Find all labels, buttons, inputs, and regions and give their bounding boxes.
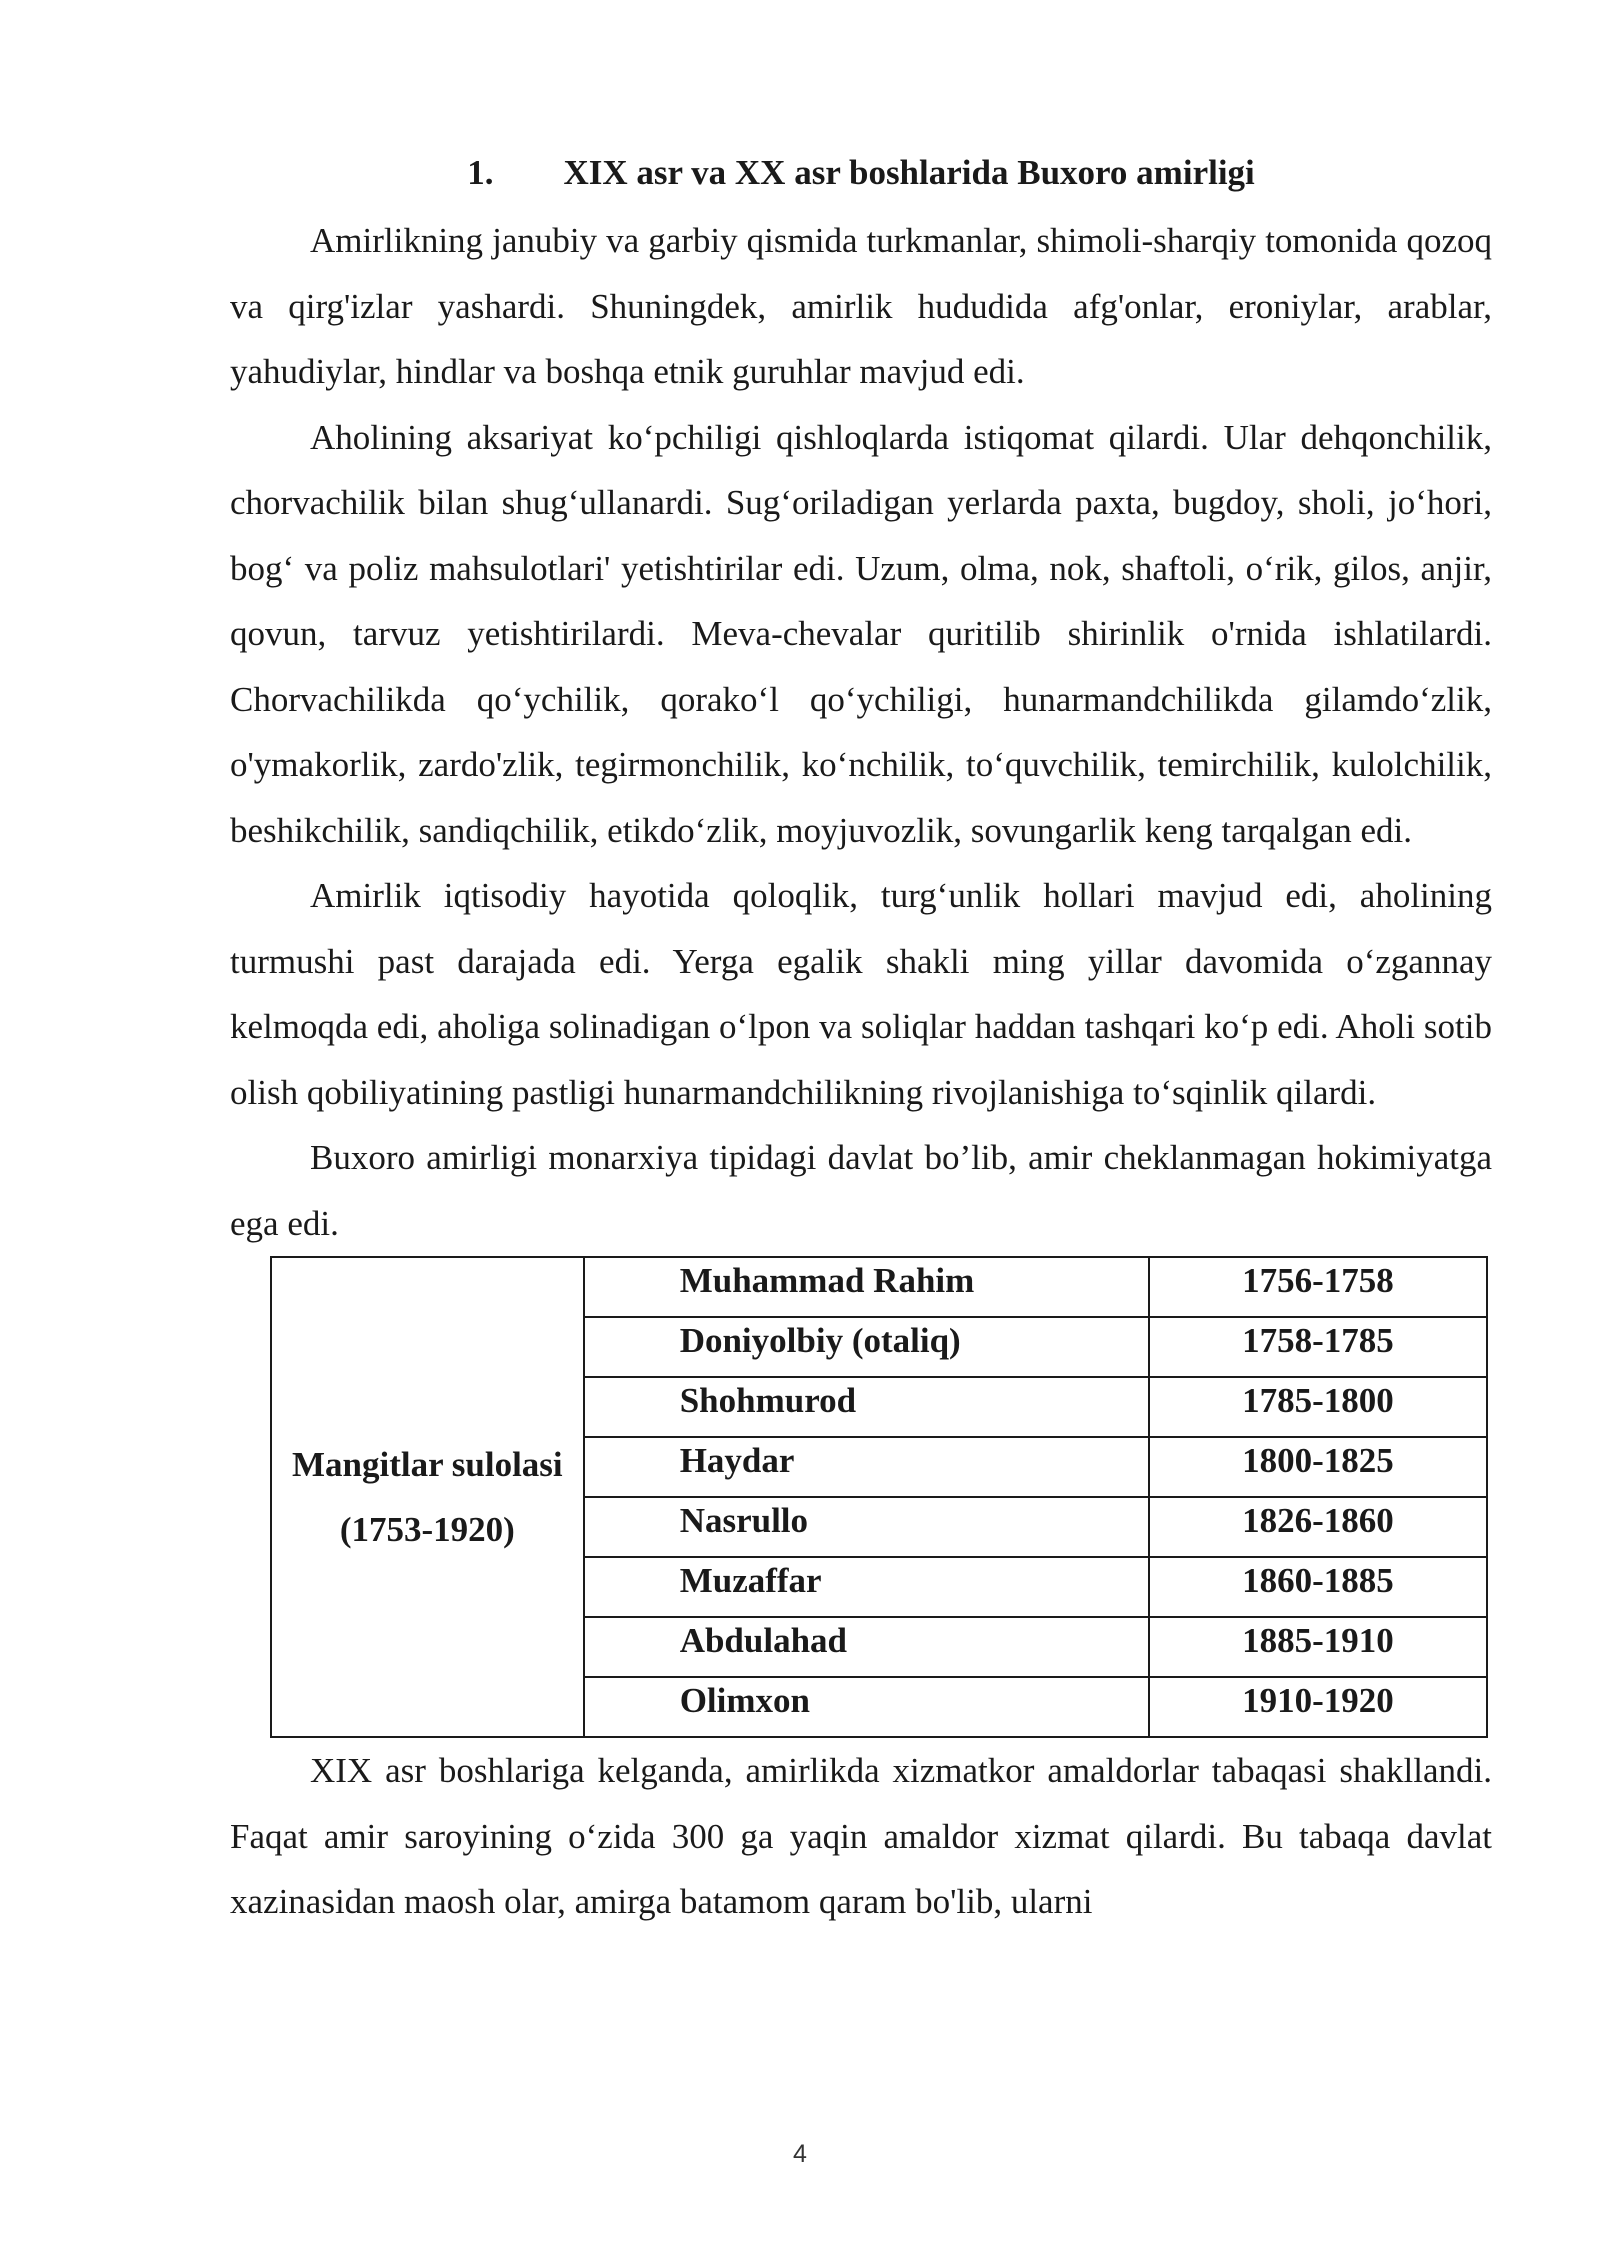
ruler-cell: Nasrullo	[584, 1497, 1149, 1557]
ruler-cell: Haydar	[584, 1437, 1149, 1497]
paragraph-ethnic-groups: Amirlikning janubiy va garbiy qismida turkmanlar, shimoli-sharqiy tomonida qozoq va qirg'izlar yashardi. Shuningdek, amirlik hududida afg'onlar, eroniylar, arablar, yahudiylar, hindlar va boshqa etnik guruhlar mavjud edi.	[230, 221, 1492, 391]
dynasty-name-cell: Mangitlar sulolasi (1753-1920)	[271, 1257, 584, 1737]
years-cell: 1756-1758	[1149, 1257, 1487, 1317]
paragraph-economy: Amirlik iqtisodiy hayotida qoloqlik, turg‘unlik hollari mavjud edi, aholining turmushi past darajada edi. Yerga egalik shakli ming yillar davomida o‘zgannay kelmoqda edi, aholiga solinadigan o‘lpon va soliqlar haddan tashqari ko‘p edi. Aholi sotib olish qobiliyatining pastligi hunarmandchilikning rivojlanishiga to‘sqinlik qilardi.	[230, 876, 1492, 1112]
years-cell: 1826-1860	[1149, 1497, 1487, 1557]
document-page	[230, 150, 1492, 1935]
ruler-cell: Shohmurod	[584, 1377, 1149, 1437]
ruler-cell: Muhammad Rahim	[584, 1257, 1149, 1317]
years-cell: 1800-1825	[1149, 1437, 1487, 1497]
section-number: 1.	[467, 153, 494, 192]
years-cell: 1758-1785	[1149, 1317, 1487, 1377]
ruler-cell: Muzaffar	[584, 1557, 1149, 1617]
years-cell: 1785-1800	[1149, 1377, 1487, 1437]
dynasty-table	[270, 1256, 1488, 1738]
ruler-cell: Abdulahad	[584, 1617, 1149, 1677]
ruler-cell: Doniyolbiy (otaliq)	[584, 1317, 1149, 1377]
section-heading	[230, 150, 1492, 208]
ruler-cell: Olimxon	[584, 1677, 1149, 1737]
years-cell: 1910-1920	[1149, 1677, 1487, 1737]
years-cell: 1885-1910	[1149, 1617, 1487, 1677]
paragraph-monarchy: Buxoro amirligi monarxiya tipidagi davlat bo’lib, amir cheklanmagan hokimiyatga ega edi.	[230, 1138, 1492, 1243]
years-cell: 1860-1885	[1149, 1557, 1487, 1617]
page-number: 4	[793, 2140, 807, 2168]
section-title: XIX asr va XX asr boshlarida Buxoro amirligi	[563, 153, 1255, 192]
paragraph-agriculture: Aholining aksariyat ko‘pchiligi qishloqlarda istiqomat qilardi. Ular dehqonchilik, chorvachilik bilan shug‘ullanardi. Sug‘oriladigan yerlarda paxta, bugdoy, sholi, jo‘hori, bog‘ va poliz mahsulotlari' yetishtirilar edi. Uzum, olma, nok, shaftoli, o‘rik, gilos, anjir, qovun, tarvuz yetishtirilardi. Meva-chevalar quritilib shirinlik o'rnida ishlatilardi. Chorvachilikda qo‘ychilik, qorako‘l qo‘ychiligi, hunarmandchilikda gilamdo‘zlik, o'ymakorlik, zardo'zlik, tegirmonchilik, ko‘nchilik, to‘quvchilik, temirchilik, kulolchilik, beshikchilik, sandiqchilik, etikdo‘zlik, moyjuvozlik, sovungarlik keng tarqalgan edi.	[230, 417, 1492, 850]
paragraph-officials: XIX asr boshlariga kelganda, amirlikda xizmatkor amaldorlar tabaqasi shakllandi. Faqat amir saroyining o‘zida 300 ga yaqin amaldor xizmat qilardi. Bu tabaqa davlat xazinasidan maosh olar, amirga batamom qaram bo'lib, ularni	[230, 1751, 1492, 1921]
table-row	[271, 1257, 1487, 1317]
